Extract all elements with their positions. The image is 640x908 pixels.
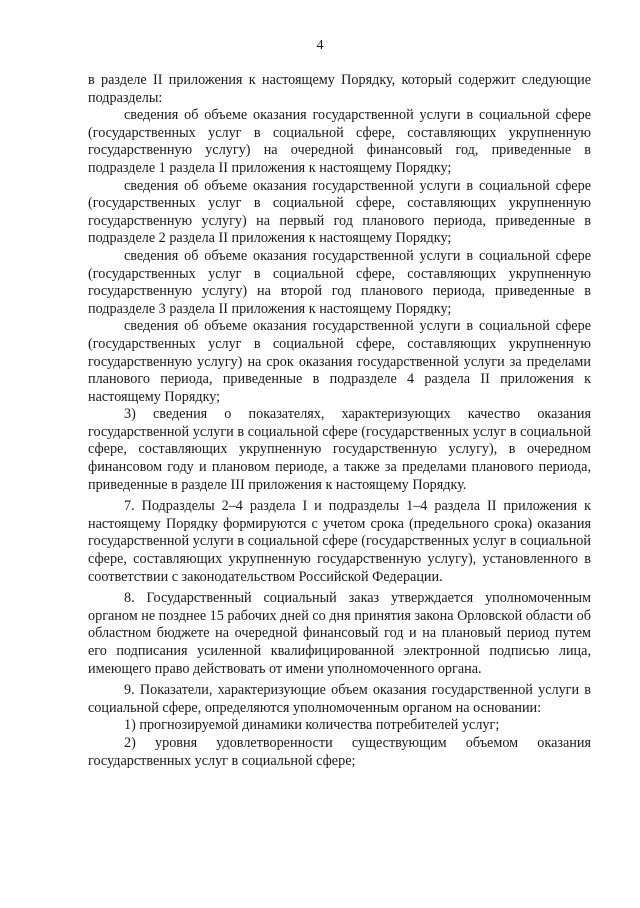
document-body [88, 72, 591, 770]
paragraph-subsection-1: сведения об объеме оказания государственной услуги в социальной сфере (государственных услуг в социальной сфере, составляющих укрупненную государственную услугу) на очередной финансовый год, приведенные в подразделе 1 раздела II приложения к настоящему Порядку; [88, 107, 591, 176]
paragraph-subsection-3: сведения об объеме оказания государственной услуги в социальной сфере (государственных услуг в социальной сфере, составляющих укрупненную государственную услугу) на второй год планового периода, приведенные в подразделе 3 раздела II приложения к настоящему Порядку; [88, 247, 591, 317]
paragraph-subsection-4: сведения об объеме оказания государственной услуги в социальной сфере (государственных услуг в социальной сфере, составляющих укрупненную государственную услугу) на срок оказания государственной услуги за пределами планового периода, приведенные в подразделе 4 раздела II приложения к настоящему Порядку; [88, 318, 591, 405]
paragraph-clause-9: 9. Показатели, характеризующие объем оказания государственной услуги в социальной сфере, определяются уполномоченным органом на основании: [88, 682, 591, 716]
paragraph-clause-7: 7. Подразделы 2–4 раздела I и подразделы 1–4 раздела II приложения к настоящему Порядку формируются с учетом срока (предельного срока) оказания государственной услуги в социальной сфере (государственных услуг в социальной сфере, составляющих укрупненную государственную услугу), установленного в соответствии с законодательством Российской Федерации. [88, 498, 591, 585]
paragraph-clause-8: 8. Государственный социальный заказ утверждается уполномоченным органом не позднее 15 рабочих дней со дня принятия закона Орловской области об областном бюджете на очередной финансовый год и на плановый период путем его подписания усиленной квалифицированной электронной подписью лица, имеющего право действовать от имени уполномоченного органа. [88, 590, 591, 677]
page-number: 4 [316, 38, 324, 53]
paragraph-intro: в разделе II приложения к настоящему Порядку, который содержит следующие подразделы: [88, 72, 591, 106]
paragraph-item-3: 3) сведения о показателях, характеризующих качество оказания государственной услуги в социальной сфере (государственных услуг в социальной сфере, составляющих укрупненную государственную услугу), в очередном финансовом году и плановом периоде, а также за пределами планового периода, приведенные в разделе III приложения к настоящему Порядку. [88, 406, 591, 493]
paragraph-subsection-2: сведения об объеме оказания государственной услуги в социальной сфере (государственных услуг в социальной сфере, составляющих укрупненную государственную услугу) на первый год планового периода, приведенные в подразделе 2 раздела II приложения к настоящему Порядку; [88, 177, 591, 247]
paragraph-basis-1: 1) прогнозируемой динамики количества потребителей услуг; [124, 717, 500, 734]
paragraph-basis-2: 2) уровня удовлетворенности существующим объемом оказания государственных услуг в социальной сфере; [88, 734, 591, 769]
